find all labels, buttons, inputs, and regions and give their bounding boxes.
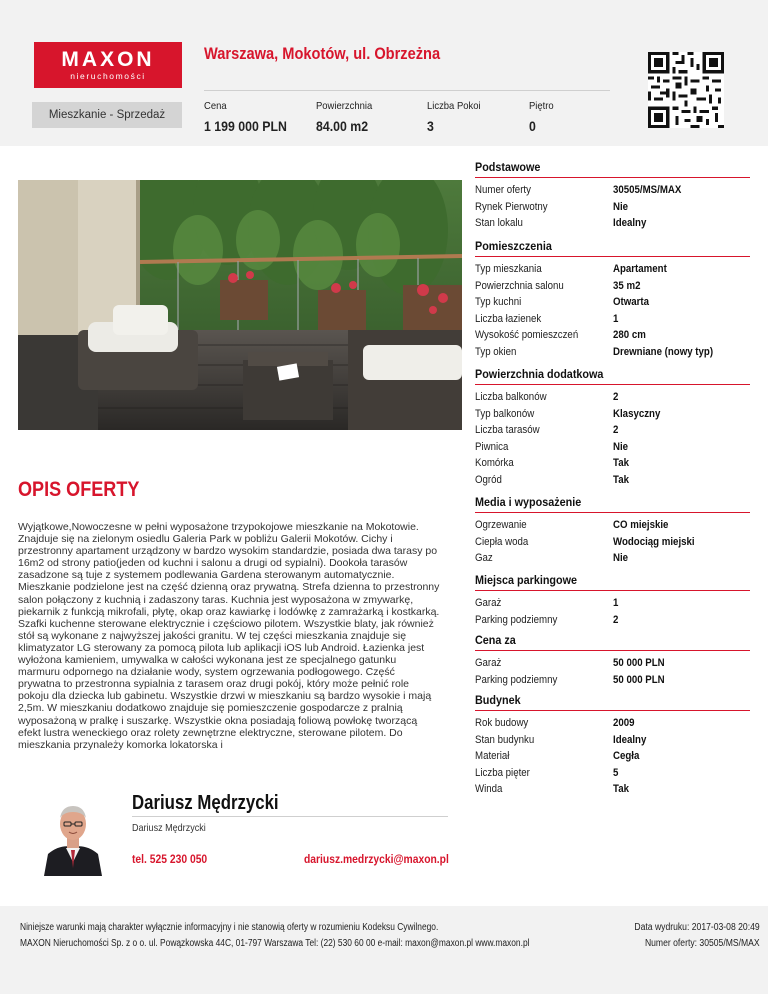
stat-floor — [529, 100, 556, 134]
detail-row: Typ mieszkania Apartament — [475, 263, 667, 276]
details-column — [475, 160, 750, 798]
detail-row: Materiał Cegła — [475, 750, 640, 763]
maxon-logo[interactable] — [34, 42, 182, 88]
detail-row: Garaż 1 — [475, 597, 619, 610]
footer-offer-number: Numer oferty: 30505/MS/MAX — [645, 938, 760, 949]
detail-row: Liczba łazienek 1 — [475, 312, 619, 325]
detail-row: Typ okien Drewniane (nowy typ) — [475, 345, 714, 358]
detail-row: Liczba balkonów 2 — [475, 391, 619, 404]
footer-meta — [635, 920, 760, 952]
stat-value: 84.00 m2 — [316, 118, 369, 134]
detail-row: Piwnica Nie — [475, 440, 629, 453]
detail-row: Gaz Nie — [475, 552, 629, 565]
footer — [0, 906, 768, 994]
detail-row: Wysokość pomieszczeń 280 cm — [475, 329, 646, 342]
print-date: Data wydruku: 2017-03-08 20:49 — [634, 922, 760, 933]
detail-row: Numer oferty 30505/MS/MAX — [475, 184, 682, 197]
section-title: Budynek — [475, 693, 750, 711]
detail-row: Rynek Pierwotny Nie — [475, 200, 629, 213]
section-media — [475, 495, 750, 573]
detail-row: Parking podziemny 2 — [475, 613, 619, 626]
stat-value: 3 — [427, 118, 434, 134]
section-title: Cena za — [475, 633, 750, 651]
section-rooms — [475, 239, 750, 367]
section-parking — [475, 573, 750, 633]
detail-row: Rok budowy 2009 — [475, 717, 635, 730]
detail-row: Liczba pięter 5 — [475, 766, 619, 779]
section-price-for — [475, 633, 750, 693]
description-text: Wyjątkowe,Nowoczesne w pełni wyposażone trzypokojowe mieszkanie na Mokotowie. Znajduje się na zielonym osiedlu Galeria Park w pobliżu Galerii Mokotów. Cichy i przestronny apartament urządzony w bardzo wysokim standardzie, posiada dwa tarasy po 16m2 od strony patio(jeden od kuchni i salonu a drugi od sypialni). Dookoła tarasów zasadzone są tuje z systemem podlewania Gardena sterowanym automatycznie. Mieszkanie podzielone jest na część dzienną oraz prywatną. Strefa dzienna to przestronny salon połączony z kuchnią i zadaszony taras. Kuchnia jest wyposażona w zmywarkę, piekarnik z funkcją mikrofali, płytę, okap oraz kawiarkę i lodówkę z zamrażarką i kostkarką. Szafki kuchenne sterowane elektrycznie i częściowo pilotem. Wszystkie blaty, jak również stół są wykonane z najwyższej jakości granitu. W tej części mieszkania znajduje się klimatyzator LG sterowany za pomocą pilota lub aplikacji iOS lub Android. Łazienka jest wyłożona kamieniem, umywalka w całości wykonana jest ze specjalnego gatunku marmuru odpornego na działanie wody, system ogrzewania podłogowego. Część prywatna to przestronna sypialnia z tarasem oraz drugi pokój, który może pełnić role pokoju dla dziecka lub gabinetu. Wszystkie drzwi w mieszkaniu są bardzo wysokie i mają 2,5m. W mieszkaniu dodatkowo znajduje się pomieszczenie gospodarcze z pralnią wyposażoną w pralkę i suszarkę. Wszystkie okna posiadają foliową powłokę tworzącą efekt lustra weneckiego oraz rolety zewnętrzne elektryczne, sterowane pilotem. Do mieszkania przynależy komorka lokatorska i — [18, 521, 440, 751]
section-title: Pomieszczenia — [475, 239, 750, 257]
agent-avatar — [40, 792, 106, 876]
agent-divider — [132, 816, 448, 817]
section-title: Media i wyposażenie — [475, 495, 750, 513]
stat-value: 1 199 000 PLN — [204, 118, 287, 134]
detail-row: Ogród Tak — [475, 473, 629, 486]
stat-area — [316, 100, 378, 134]
section-title: Miejsca parkingowe — [475, 573, 750, 591]
detail-row: Powierzchnia salonu 35 m2 — [475, 279, 641, 292]
detail-row: Ciepła woda Wodociąg miejski — [475, 535, 695, 548]
stat-rooms — [427, 100, 487, 134]
detail-row: Garaż 50 000 PLN — [475, 657, 665, 670]
section-title: Powierzchnia dodatkowa — [475, 367, 750, 385]
detail-row: Stan budynku Idealny — [475, 733, 647, 746]
agent-phone-link[interactable]: tel. 525 230 050 — [132, 852, 208, 866]
detail-row: Winda Tak — [475, 783, 629, 796]
stat-value: 0 — [529, 118, 536, 134]
detail-row: Liczba tarasów 2 — [475, 424, 619, 437]
section-extra-area — [475, 367, 750, 495]
agent-subtitle: Dariusz Mędrzycki — [132, 822, 206, 834]
agent-name: Dariusz Mędrzycki — [132, 792, 279, 814]
header-divider — [204, 90, 610, 91]
logo-subtext: nieruchomości — [70, 70, 146, 81]
detail-row: Stan lokalu Idealny — [475, 217, 647, 230]
stat-label: Cena — [204, 100, 227, 112]
stat-label: Powierzchnia — [316, 100, 373, 112]
offer-type-badge: Mieszkanie - Sprzedaż — [32, 102, 182, 128]
logo-text: MAXON — [61, 47, 155, 71]
section-title: Podstawowe — [475, 160, 750, 178]
stat-price — [204, 100, 298, 134]
footer-disclaimer: Niniejsze warunki mają charakter wyłącznie informacyjny i nie stanowią oferty w rozumieniu Kodeksu Cywilnego. — [20, 922, 439, 933]
detail-row: Typ kuchni Otwarta — [475, 296, 650, 309]
footer-company-info: MAXON Nieruchomości Sp. z o o. ul. Powązkowska 44C, 01-797 Warszawa Tel: (22) 530 60 00 e-mail: maxon@maxon.pl www.maxon.pl — [20, 938, 530, 949]
section-building — [475, 693, 750, 798]
header — [0, 0, 768, 146]
detail-row: Parking podziemny 50 000 PLN — [475, 673, 665, 686]
detail-row: Typ balkonów Klasyczny — [475, 407, 661, 420]
section-basic — [475, 160, 750, 239]
stat-label: Liczba Pokoi — [427, 100, 481, 112]
stat-label: Piętro — [529, 100, 554, 112]
detail-row: Komórka Tak — [475, 457, 629, 470]
property-address: Warszawa, Mokotów, ul. Obrzeżna — [204, 44, 441, 63]
agent-email-link[interactable]: dariusz.medrzycki@maxon.pl — [304, 852, 449, 866]
footer-legal — [20, 920, 529, 952]
qr-code-icon[interactable] — [648, 52, 724, 128]
description-title: OPIS OFERTY — [18, 478, 140, 501]
property-photo[interactable] — [18, 180, 462, 430]
detail-row: Ogrzewanie CO miejskie — [475, 519, 669, 532]
